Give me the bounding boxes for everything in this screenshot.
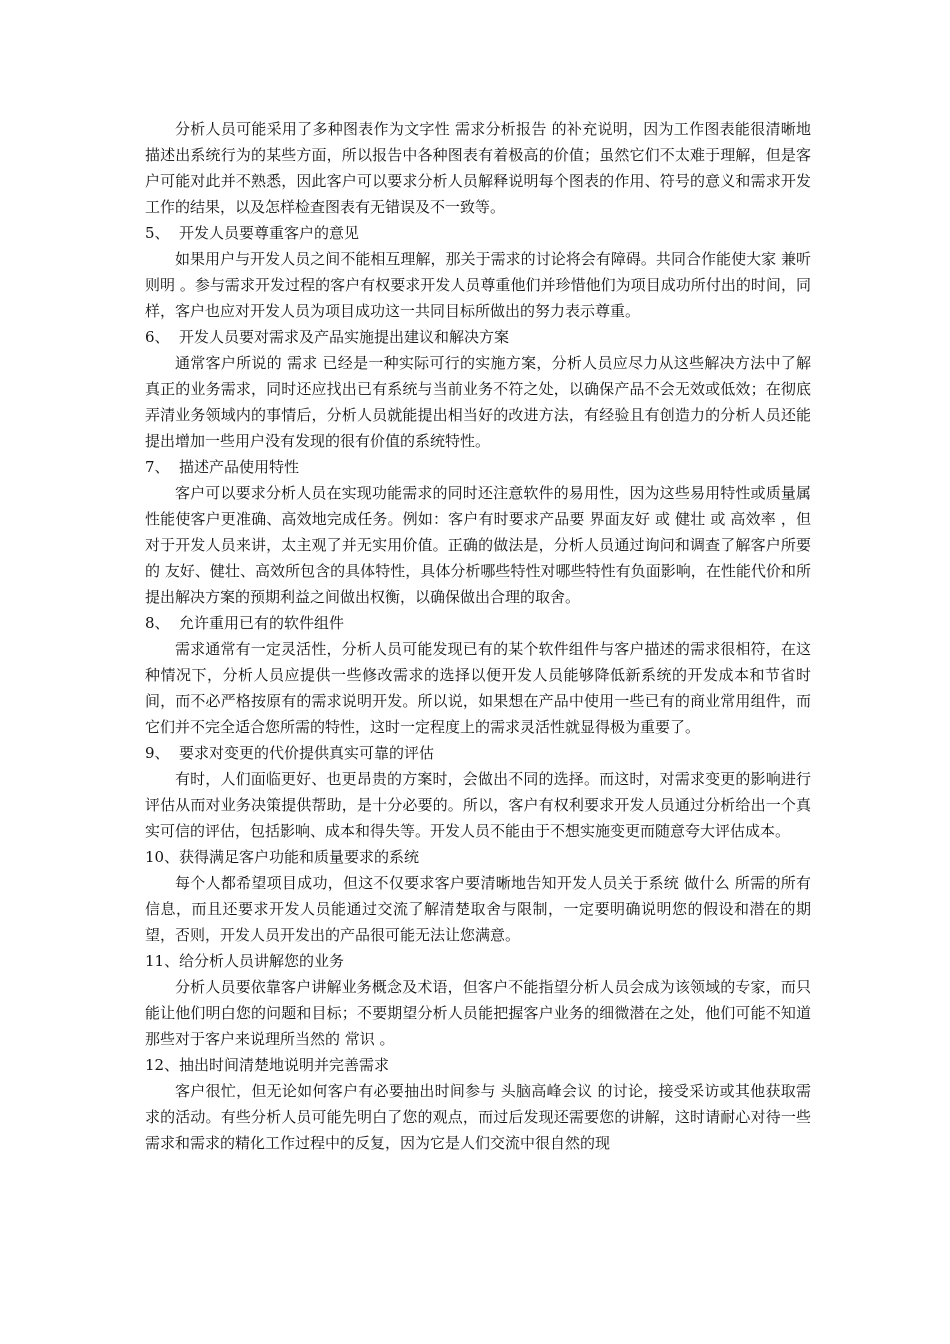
section-title: 开发人员要尊重客户的意见 <box>179 224 360 242</box>
section-heading-9 <box>145 740 811 766</box>
section-number: 6、 <box>145 328 170 346</box>
paragraph: 每个人都希望项目成功，但这不仅要求客户要清晰地告知开发人员关于系统 做什么 所需的所有信息，而且还要求开发人员能通过交流了解清楚取舍与限制，一定要明确说明您的假设和潜在的期望，否则，开发人员开发出的产品很可能无法让您满意。 <box>145 874 811 944</box>
section-heading-10 <box>145 844 811 870</box>
section-number: 8、 <box>145 614 170 632</box>
section-heading-6 <box>145 324 811 350</box>
section-title: 开发人员要对需求及产品实施提出建议和解决方案 <box>179 328 510 346</box>
section-number: 10、 <box>145 848 180 866</box>
paragraph: 通常客户所说的 需求 已经是一种实际可行的实施方案，分析人员应尽力从这些解决方法中了解真正的业务需求，同时还应找出已有系统与当前业务不符之处，以确保产品不会无效或低效；在彻底弄清业务领域内的事情后，分析人员就能提出相当好的改进方法，有经验且有创造力的分析人员还能提出增加一些用户没有发现的很有价值的系统特性。 <box>145 354 811 450</box>
paragraph: 分析人员可能采用了多种图表作为文字性 需求分析报告 的补充说明，因为工作图表能很清晰地描述出系统行为的某些方面，所以报告中各种图表有着极高的价值；虽然它们不太难于理解，但是客户可能对此并不熟悉，因此客户可以要求分析人员解释说明每个图表的作用、符号的意义和需求开发工作的结果，以及怎样检查图表有无错误及不一致等。 <box>145 120 811 216</box>
section-title: 允许重用已有的软件组件 <box>179 614 345 632</box>
section-title: 要求对变更的代价提供真实可靠的评估 <box>179 744 435 762</box>
section-title: 获得满足客户功能和质量要求的系统 <box>179 848 420 866</box>
document-page <box>145 116 811 1156</box>
paragraph: 如果用户与开发人员之间不能相互理解，那关于需求的讨论将会有障碍。共同合作能使大家 兼听则明 。参与需求开发过程的客户有权要求开发人员尊重他们并珍惜他们为项目成功所付出的时间，同样，客户也应对开发人员为项目成功这一共同目标所做出的努力表示尊重。 <box>145 250 811 320</box>
section-number: 7、 <box>145 458 170 476</box>
section-number: 5、 <box>145 224 170 242</box>
paragraph: 有时，人们面临更好、也更昂贵的方案时，会做出不同的选择。而这时，对需求变更的影响进行评估从而对业务决策提供帮助，是十分必要的。所以，客户有权利要求开发人员通过分析给出一个真实可信的评估，包括影响、成本和得失等。开发人员不能由于不想实施变更而随意夸大评估成本。 <box>145 770 811 840</box>
paragraph: 需求通常有一定灵活性，分析人员可能发现已有的某个软件组件与客户描述的需求很相符，在这种情况下，分析人员应提供一些修改需求的选择以便开发人员能够降低新系统的开发成本和节省时间，而不必严格按原有的需求说明开发。所以说，如果想在产品中使用一些已有的商业常用组件，而它们并不完全适合您所需的特性，这时一定程度上的需求灵活性就显得极为重要了。 <box>145 640 811 736</box>
section-heading-7 <box>145 454 811 480</box>
section-heading-11 <box>145 948 811 974</box>
section-heading-12 <box>145 1052 811 1078</box>
paragraph: 客户可以要求分析人员在实现功能需求的同时还注意软件的易用性，因为这些易用特性或质量属性能使客户更准确、高效地完成任务。例如：客户有时要求产品要 界面友好 或 健壮 或 高效率 ，但对于开发人员来讲，太主观了并无实用价值。正确的做法是，分析人员通过询问和调查了解客户所要的 友好、健壮、高效所包含的具体特性，具体分析哪些特性对哪些特性有负面影响，在性能代价和所提出解决方案的预期利益之间做出权衡，以确保做出合理的取舍。 <box>145 484 811 606</box>
paragraph: 分析人员要依靠客户讲解业务概念及术语，但客户不能指望分析人员会成为该领域的专家，而只能让他们明白您的问题和目标；不要期望分析人员能把握客户业务的细微潜在之处，他们可能不知道那些对于客户来说理所当然的 常识 。 <box>145 978 811 1048</box>
section-title: 抽出时间清楚地说明并完善需求 <box>179 1056 390 1074</box>
section-title: 给分析人员讲解您的业务 <box>179 952 345 970</box>
section-heading-5 <box>145 220 811 246</box>
section-number: 9、 <box>145 744 170 762</box>
section-number: 12、 <box>145 1056 180 1074</box>
section-heading-8 <box>145 610 811 636</box>
section-number: 11、 <box>145 952 180 970</box>
paragraph: 客户很忙，但无论如何客户有必要抽出时间参与 头脑高峰会议 的讨论，接受采访或其他获取需求的活动。有些分析人员可能先明白了您的观点，而过后发现还需要您的讲解，这时请耐心对待一些需求和需求的精化工作过程中的反复，因为它是人们交流中很自然的现 <box>145 1082 811 1152</box>
section-title: 描述产品使用特性 <box>179 458 300 476</box>
